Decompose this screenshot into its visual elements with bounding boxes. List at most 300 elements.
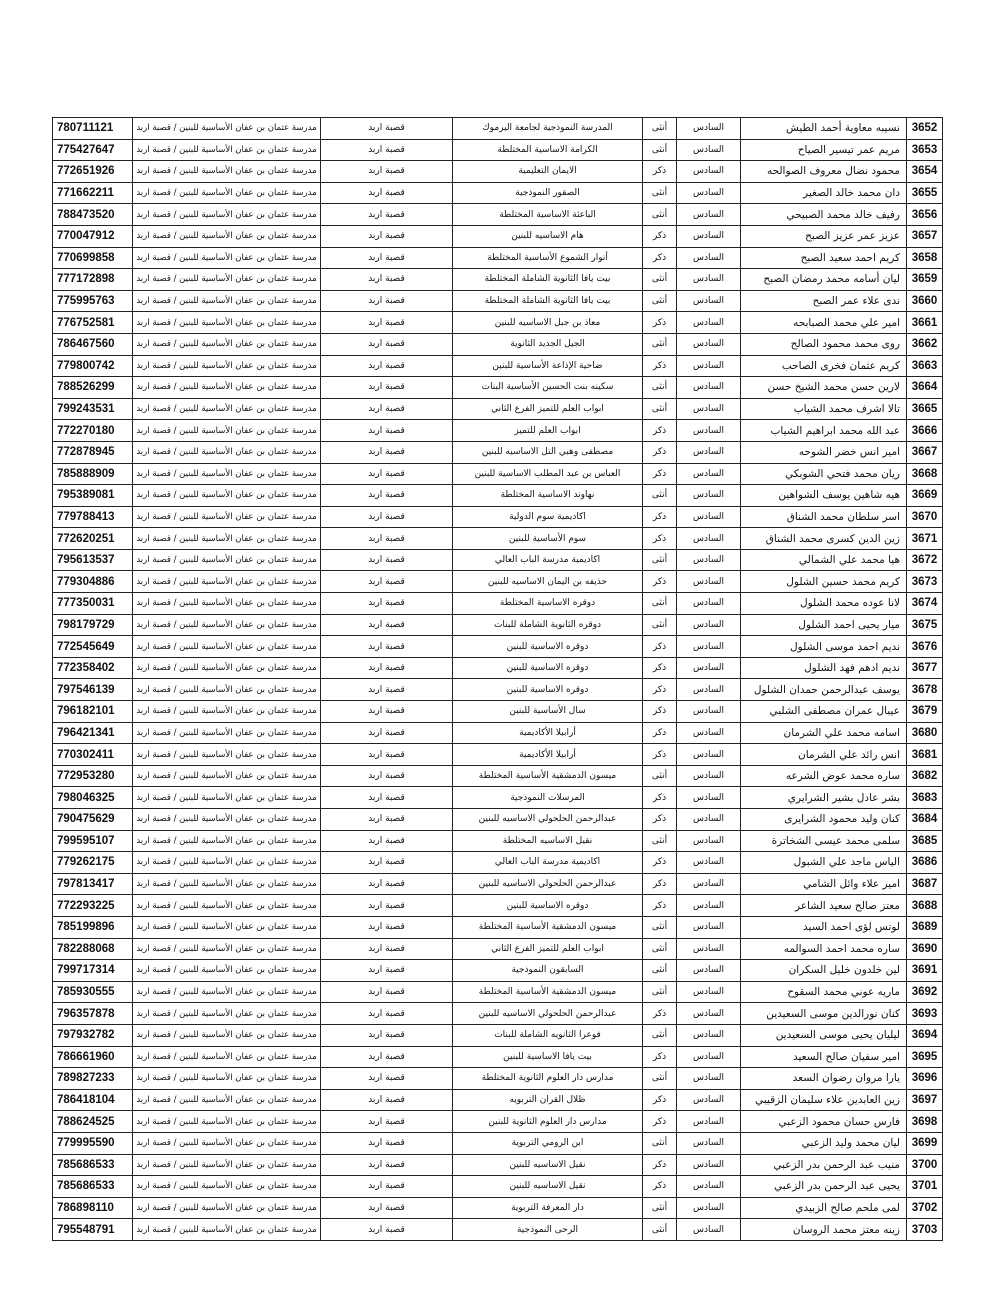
exam-center-cell: مدرسة عثمان بن عفان الأساسية للبنين / قصبة اربد <box>133 139 321 161</box>
gender-cell: أنثى <box>643 549 677 571</box>
phone-cell: 797546139 <box>53 679 133 701</box>
serial-number-cell: 3701 <box>907 1176 943 1198</box>
district-cell: قصبة اربد <box>321 916 453 938</box>
grade-cell: السادس <box>677 809 741 831</box>
phone-cell: 779262175 <box>53 852 133 874</box>
exam-center-cell: مدرسة عثمان بن عفان الأساسية للبنين / قصبة اربد <box>133 377 321 399</box>
grade-cell: السادس <box>677 463 741 485</box>
table-row <box>53 701 943 723</box>
phone-cell: 798046325 <box>53 787 133 809</box>
gender-cell: ذكر <box>643 636 677 658</box>
exam-center-cell: مدرسة عثمان بن عفان الأساسية للبنين / قصبة اربد <box>133 765 321 787</box>
gender-cell: أنثى <box>643 377 677 399</box>
exam-center-cell: مدرسة عثمان بن عفان الأساسية للبنين / قصبة اربد <box>133 290 321 312</box>
grade-cell: السادس <box>677 571 741 593</box>
serial-number-cell: 3677 <box>907 657 943 679</box>
serial-number-cell: 3663 <box>907 355 943 377</box>
table-row <box>53 1176 943 1198</box>
phone-cell: 796421341 <box>53 722 133 744</box>
student-name-cell: ريان محمد فتحي الشوبكي <box>741 463 907 485</box>
student-name-cell: بشر عادل بشير الشرايري <box>741 787 907 809</box>
gender-cell: أنثى <box>643 960 677 982</box>
serial-number-cell: 3685 <box>907 830 943 852</box>
grade-cell: السادس <box>677 549 741 571</box>
grade-cell: السادس <box>677 204 741 226</box>
table-row <box>53 960 943 982</box>
student-name-cell: محمود نضال معروف الصوالحه <box>741 161 907 183</box>
grade-cell: السادس <box>677 441 741 463</box>
table-row <box>53 765 943 787</box>
district-cell: قصبة اربد <box>321 1176 453 1198</box>
exam-center-cell: مدرسة عثمان بن عفان الأساسية للبنين / قصبة اربد <box>133 809 321 831</box>
grade-cell: السادس <box>677 873 741 895</box>
student-name-cell: ليان أسامه محمد رمضان الصبح <box>741 269 907 291</box>
district-cell: قصبة اربد <box>321 182 453 204</box>
grade-cell: السادس <box>677 938 741 960</box>
phone-cell: 772358402 <box>53 657 133 679</box>
exam-center-cell: مدرسة عثمان بن عفان الأساسية للبنين / قصبة اربد <box>133 722 321 744</box>
student-name-cell: يارا مروان رضوان السعد <box>741 1068 907 1090</box>
serial-number-cell: 3657 <box>907 225 943 247</box>
phone-cell: 779788413 <box>53 506 133 528</box>
school-cell: معاذ بن جبل الاساسيه للبنين <box>453 312 643 334</box>
gender-cell: ذكر <box>643 679 677 701</box>
school-cell: دوقره الاساسية المختلطة <box>453 593 643 615</box>
serial-number-cell: 3670 <box>907 506 943 528</box>
student-name-cell: اسامه محمد علي الشرمان <box>741 722 907 744</box>
school-cell: أرابيلا الأكاديمية <box>453 722 643 744</box>
district-cell: قصبة اربد <box>321 873 453 895</box>
serial-number-cell: 3684 <box>907 809 943 831</box>
table-row <box>53 463 943 485</box>
exam-center-cell: مدرسة عثمان بن عفان الأساسية للبنين / قصبة اربد <box>133 485 321 507</box>
gender-cell: أنثى <box>643 765 677 787</box>
student-name-cell: ليان محمد وليد الزعبي <box>741 1132 907 1154</box>
serial-number-cell: 3669 <box>907 485 943 507</box>
student-name-cell: امير سفيان صالح السعيد <box>741 1046 907 1068</box>
gender-cell: أنثى <box>643 1132 677 1154</box>
serial-number-cell: 3671 <box>907 528 943 550</box>
table-row <box>53 571 943 593</box>
phone-cell: 772545649 <box>53 636 133 658</box>
student-name-cell: يوسف عبدالرحمن حمدان الشلول <box>741 679 907 701</box>
serial-number-cell: 3673 <box>907 571 943 593</box>
serial-number-cell: 3653 <box>907 139 943 161</box>
school-cell: نهاوند الاساسية المختلطة <box>453 485 643 507</box>
grade-cell: السادس <box>677 701 741 723</box>
district-cell: قصبة اربد <box>321 355 453 377</box>
district-cell: قصبة اربد <box>321 398 453 420</box>
table-row <box>53 852 943 874</box>
table-row <box>53 744 943 766</box>
table-row <box>53 1003 943 1025</box>
exam-center-cell: مدرسة عثمان بن عفان الأساسية للبنين / قصبة اربد <box>133 1003 321 1025</box>
grade-cell: السادس <box>677 290 741 312</box>
student-name-cell: هيا محمد علي الشمالي <box>741 549 907 571</box>
exam-center-cell: مدرسة عثمان بن عفان الأساسية للبنين / قصبة اربد <box>133 355 321 377</box>
exam-center-cell: مدرسة عثمان بن عفان الأساسية للبنين / قصبة اربد <box>133 1068 321 1090</box>
student-name-cell: ميار يحيى احمد الشلول <box>741 614 907 636</box>
grade-cell: السادس <box>677 225 741 247</box>
gender-cell: ذكر <box>643 506 677 528</box>
student-name-cell: امير علاء وائل الشامي <box>741 873 907 895</box>
exam-center-cell: مدرسة عثمان بن عفان الأساسية للبنين / قصبة اربد <box>133 852 321 874</box>
district-cell: قصبة اربد <box>321 1219 453 1241</box>
gender-cell: ذكر <box>643 225 677 247</box>
gender-cell: ذكر <box>643 441 677 463</box>
district-cell: قصبة اربد <box>321 614 453 636</box>
grade-cell: السادس <box>677 895 741 917</box>
gender-cell: أنثى <box>643 204 677 226</box>
phone-cell: 770047912 <box>53 225 133 247</box>
phone-cell: 788526299 <box>53 377 133 399</box>
school-cell: الباعثة الاساسية المختلطة <box>453 204 643 226</box>
grade-cell: السادس <box>677 398 741 420</box>
school-cell: ابواب العلم للتميز الفرع الثاني <box>453 398 643 420</box>
school-cell: مدارس دار العلوم الثانوية للبنين <box>453 1111 643 1133</box>
school-cell: ابواب العلم للتميز الفرع الثاني <box>453 938 643 960</box>
exam-center-cell: مدرسة عثمان بن عفان الأساسية للبنين / قصبة اربد <box>133 118 321 140</box>
grade-cell: السادس <box>677 916 741 938</box>
student-name-cell: كريم محمد حسين الشلول <box>741 571 907 593</box>
student-name-cell: رفيف خالد محمد الصبيحي <box>741 204 907 226</box>
school-cell: ظلال القران التربويه <box>453 1089 643 1111</box>
grade-cell: السادس <box>677 1219 741 1241</box>
gender-cell: ذكر <box>643 873 677 895</box>
grade-cell: السادس <box>677 182 741 204</box>
grade-cell: السادس <box>677 1154 741 1176</box>
district-cell: قصبة اربد <box>321 549 453 571</box>
school-cell: الصقور النموذجية <box>453 182 643 204</box>
school-cell: ضاحية الإذاعة الأساسية للبنين <box>453 355 643 377</box>
exam-center-cell: مدرسة عثمان بن عفان الأساسية للبنين / قصبة اربد <box>133 1089 321 1111</box>
exam-center-cell: مدرسة عثمان بن عفان الأساسية للبنين / قصبة اربد <box>133 204 321 226</box>
table-row <box>53 873 943 895</box>
phone-cell: 798179729 <box>53 614 133 636</box>
gender-cell: ذكر <box>643 161 677 183</box>
grade-cell: السادس <box>677 377 741 399</box>
phone-cell: 772293225 <box>53 895 133 917</box>
grade-cell: السادس <box>677 118 741 140</box>
district-cell: قصبة اربد <box>321 830 453 852</box>
exam-center-cell: مدرسة عثمان بن عفان الأساسية للبنين / قصبة اربد <box>133 1176 321 1198</box>
student-name-cell: ليليان يحيى موسى السعيدين <box>741 1024 907 1046</box>
serial-number-cell: 3699 <box>907 1132 943 1154</box>
gender-cell: ذكر <box>643 787 677 809</box>
table-row <box>53 1197 943 1219</box>
district-cell: قصبة اربد <box>321 593 453 615</box>
phone-cell: 770302411 <box>53 744 133 766</box>
grade-cell: السادس <box>677 1024 741 1046</box>
serial-number-cell: 3660 <box>907 290 943 312</box>
exam-center-cell: مدرسة عثمان بن عفان الأساسية للبنين / قصبة اربد <box>133 1024 321 1046</box>
student-name-cell: نديم ادهم فهد الشلول <box>741 657 907 679</box>
student-name-cell: امير علي محمد الصبابحه <box>741 312 907 334</box>
grade-cell: السادس <box>677 506 741 528</box>
table-row <box>53 1111 943 1133</box>
gender-cell: ذكر <box>643 1003 677 1025</box>
student-name-cell: لين خلدون خليل السكران <box>741 960 907 982</box>
school-cell: العباس بن عبد المطلب الاساسية للبنين <box>453 463 643 485</box>
district-cell: قصبة اربد <box>321 1046 453 1068</box>
school-cell: الكرامة الاساسية المختلطة <box>453 139 643 161</box>
grade-cell: السادس <box>677 614 741 636</box>
grade-cell: السادس <box>677 161 741 183</box>
district-cell: قصبة اربد <box>321 247 453 269</box>
school-cell: بيت يافا الاساسية للبنين <box>453 1046 643 1068</box>
district-cell: قصبة اربد <box>321 809 453 831</box>
grade-cell: السادس <box>677 981 741 1003</box>
exam-center-cell: مدرسة عثمان بن عفان الأساسية للبنين / قصبة اربد <box>133 787 321 809</box>
phone-cell: 795389081 <box>53 485 133 507</box>
student-name-cell: لانا عوده محمد الشلول <box>741 593 907 615</box>
district-cell: قصبة اربد <box>321 1111 453 1133</box>
table-row <box>53 830 943 852</box>
phone-cell: 785930555 <box>53 981 133 1003</box>
district-cell: قصبة اربد <box>321 1003 453 1025</box>
district-cell: قصبة اربد <box>321 657 453 679</box>
school-cell: بيت يافا الثانوية الشاملة المختلطة <box>453 290 643 312</box>
exam-center-cell: مدرسة عثمان بن عفان الأساسية للبنين / قصبة اربد <box>133 571 321 593</box>
gender-cell: ذكر <box>643 657 677 679</box>
phone-cell: 795613537 <box>53 549 133 571</box>
school-cell: نقيل الاساسيه المختلطة <box>453 830 643 852</box>
student-name-cell: هيه شاهين يوسف الشواهين <box>741 485 907 507</box>
school-cell: سكينه بنت الحسين الأساسية البنات <box>453 377 643 399</box>
gender-cell: أنثى <box>643 269 677 291</box>
phone-cell: 789827233 <box>53 1068 133 1090</box>
phone-cell: 788473520 <box>53 204 133 226</box>
exam-center-cell: مدرسة عثمان بن عفان الأساسية للبنين / قصبة اربد <box>133 614 321 636</box>
phone-cell: 775995763 <box>53 290 133 312</box>
phone-cell: 785686533 <box>53 1154 133 1176</box>
grade-cell: السادس <box>677 247 741 269</box>
district-cell: قصبة اربد <box>321 1197 453 1219</box>
grade-cell: السادس <box>677 1176 741 1198</box>
gender-cell: ذكر <box>643 528 677 550</box>
serial-number-cell: 3664 <box>907 377 943 399</box>
school-cell: المدرسة النموذجية لجامعة اليرموك <box>453 118 643 140</box>
grade-cell: السادس <box>677 787 741 809</box>
phone-cell: 782288068 <box>53 938 133 960</box>
gender-cell: أنثى <box>643 981 677 1003</box>
student-name-cell: عيبال عمران مصطفى الشلبي <box>741 701 907 723</box>
gender-cell: ذكر <box>643 571 677 593</box>
phone-cell: 796182101 <box>53 701 133 723</box>
district-cell: قصبة اربد <box>321 571 453 593</box>
serial-number-cell: 3698 <box>907 1111 943 1133</box>
phone-cell: 799717314 <box>53 960 133 982</box>
exam-center-cell: مدرسة عثمان بن عفان الأساسية للبنين / قصبة اربد <box>133 938 321 960</box>
grade-cell: السادس <box>677 485 741 507</box>
exam-center-cell: مدرسة عثمان بن عفان الأساسية للبنين / قصبة اربد <box>133 225 321 247</box>
table-row <box>53 420 943 442</box>
student-name-cell: فارس حسان محمود الزعبي <box>741 1111 907 1133</box>
table-row <box>53 204 943 226</box>
phone-cell: 795548791 <box>53 1219 133 1241</box>
gender-cell: أنثى <box>643 398 677 420</box>
exam-center-cell: مدرسة عثمان بن عفان الأساسية للبنين / قصبة اربد <box>133 420 321 442</box>
table-row <box>53 161 943 183</box>
table-row <box>53 377 943 399</box>
table-row <box>53 1068 943 1090</box>
grade-cell: السادس <box>677 679 741 701</box>
serial-number-cell: 3652 <box>907 118 943 140</box>
gender-cell: أنثى <box>643 1024 677 1046</box>
serial-number-cell: 3680 <box>907 722 943 744</box>
grade-cell: السادس <box>677 269 741 291</box>
exam-center-cell: مدرسة عثمان بن عفان الأساسية للبنين / قصبة اربد <box>133 916 321 938</box>
phone-cell: 799243531 <box>53 398 133 420</box>
student-name-cell: لوتس لؤى احمد السيد <box>741 916 907 938</box>
student-name-cell: سلمى محمد عيسى الشخاترة <box>741 830 907 852</box>
table-row <box>53 441 943 463</box>
grade-cell: السادس <box>677 420 741 442</box>
exam-center-cell: مدرسة عثمان بن عفان الأساسية للبنين / قصبة اربد <box>133 1219 321 1241</box>
gender-cell: أنثى <box>643 118 677 140</box>
serial-number-cell: 3661 <box>907 312 943 334</box>
serial-number-cell: 3667 <box>907 441 943 463</box>
student-name-cell: زين الدين كسرى محمد الشناق <box>741 528 907 550</box>
phone-cell: 771662211 <box>53 182 133 204</box>
serial-number-cell: 3665 <box>907 398 943 420</box>
grade-cell: السادس <box>677 830 741 852</box>
phone-cell: 785888909 <box>53 463 133 485</box>
phone-cell: 786661960 <box>53 1046 133 1068</box>
district-cell: قصبة اربد <box>321 938 453 960</box>
district-cell: قصبة اربد <box>321 333 453 355</box>
student-name-cell: انس رائد علي الشرمان <box>741 744 907 766</box>
gender-cell: ذكر <box>643 420 677 442</box>
table-row <box>53 485 943 507</box>
student-name-cell: كريم احمد سعيد الصبح <box>741 247 907 269</box>
student-name-cell: معتز صالح سعيد الشاعر <box>741 895 907 917</box>
school-cell: ميسون الدمشقية الأساسية المختلطة <box>453 981 643 1003</box>
district-cell: قصبة اربد <box>321 1089 453 1111</box>
grade-cell: السادس <box>677 960 741 982</box>
phone-cell: 772620251 <box>53 528 133 550</box>
student-name-cell: عزيز عمر عزيز الصبح <box>741 225 907 247</box>
exam-center-cell: مدرسة عثمان بن عفان الأساسية للبنين / قصبة اربد <box>133 506 321 528</box>
gender-cell: أنثى <box>643 593 677 615</box>
serial-number-cell: 3675 <box>907 614 943 636</box>
gender-cell: أنثى <box>643 333 677 355</box>
grade-cell: السادس <box>677 1046 741 1068</box>
district-cell: قصبة اربد <box>321 528 453 550</box>
table-row <box>53 139 943 161</box>
grade-cell: السادس <box>677 593 741 615</box>
phone-cell: 776752581 <box>53 312 133 334</box>
serial-number-cell: 3679 <box>907 701 943 723</box>
student-name-cell: تالا اشرف محمد الشياب <box>741 398 907 420</box>
student-name-cell: اسر سلطان محمد الشناق <box>741 506 907 528</box>
gender-cell: أنثى <box>643 139 677 161</box>
phone-cell: 790475629 <box>53 809 133 831</box>
district-cell: قصبة اربد <box>321 1154 453 1176</box>
exam-center-cell: مدرسة عثمان بن عفان الأساسية للبنين / قصبة اربد <box>133 549 321 571</box>
student-name-cell: دان محمد خالد الصغير <box>741 182 907 204</box>
district-cell: قصبة اربد <box>321 701 453 723</box>
table-row <box>53 981 943 1003</box>
student-name-cell: عبد الله محمد ابراهيم الشياب <box>741 420 907 442</box>
table-row <box>53 1132 943 1154</box>
gender-cell: ذكر <box>643 312 677 334</box>
exam-center-cell: مدرسة عثمان بن عفان الأساسية للبنين / قصبة اربد <box>133 960 321 982</box>
exam-center-cell: مدرسة عثمان بن عفان الأساسية للبنين / قصبة اربد <box>133 657 321 679</box>
school-cell: ابواب العلم للتميز <box>453 420 643 442</box>
phone-cell: 786418104 <box>53 1089 133 1111</box>
school-cell: المرسلات النموذجية <box>453 787 643 809</box>
district-cell: قصبة اربد <box>321 765 453 787</box>
school-cell: فوعرا الثانويه الشاملة للبنات <box>453 1024 643 1046</box>
grade-cell: السادس <box>677 765 741 787</box>
school-cell: نقيل الاساسيه للبنين <box>453 1154 643 1176</box>
district-cell: قصبة اربد <box>321 463 453 485</box>
school-cell: اكاديمية مدرسة الباب العالي <box>453 549 643 571</box>
district-cell: قصبة اربد <box>321 161 453 183</box>
serial-number-cell: 3668 <box>907 463 943 485</box>
student-name-cell: لارين حسن محمد الشيخ حسن <box>741 377 907 399</box>
serial-number-cell: 3695 <box>907 1046 943 1068</box>
school-cell: عبدالرحمن الحلحولي الاساسيه للبنين <box>453 1003 643 1025</box>
table-row <box>53 614 943 636</box>
school-cell: دار المعرفة التربوية <box>453 1197 643 1219</box>
table-row <box>53 787 943 809</box>
serial-number-cell: 3678 <box>907 679 943 701</box>
district-cell: قصبة اربد <box>321 960 453 982</box>
serial-number-cell: 3656 <box>907 204 943 226</box>
table-row <box>53 549 943 571</box>
gender-cell: ذكر <box>643 247 677 269</box>
table-row <box>53 636 943 658</box>
table-row <box>53 593 943 615</box>
phone-cell: 788624525 <box>53 1111 133 1133</box>
phone-cell: 779800742 <box>53 355 133 377</box>
grade-cell: السادس <box>677 1111 741 1133</box>
school-cell: أرابيلا الأكاديمية <box>453 744 643 766</box>
exam-center-cell: مدرسة عثمان بن عفان الأساسية للبنين / قصبة اربد <box>133 398 321 420</box>
school-cell: دوقره الاساسية للبنين <box>453 657 643 679</box>
serial-number-cell: 3700 <box>907 1154 943 1176</box>
table-row <box>53 398 943 420</box>
phone-cell: 779304886 <box>53 571 133 593</box>
gender-cell: أنثى <box>643 614 677 636</box>
serial-number-cell: 3688 <box>907 895 943 917</box>
serial-number-cell: 3676 <box>907 636 943 658</box>
exam-center-cell: مدرسة عثمان بن عفان الأساسية للبنين / قصبة اربد <box>133 312 321 334</box>
school-cell: ميسون الدمشقية الأساسية المختلطة <box>453 916 643 938</box>
school-cell: دوقره الاساسية للبنين <box>453 679 643 701</box>
district-cell: قصبة اربد <box>321 636 453 658</box>
gender-cell: أنثى <box>643 916 677 938</box>
table-row <box>53 528 943 550</box>
gender-cell: أنثى <box>643 485 677 507</box>
serial-number-cell: 3689 <box>907 916 943 938</box>
student-name-cell: نديم احمد موسى الشلول <box>741 636 907 658</box>
exam-center-cell: مدرسة عثمان بن عفان الأساسية للبنين / قصبة اربد <box>133 333 321 355</box>
table-row <box>53 290 943 312</box>
table-row <box>53 506 943 528</box>
district-cell: قصبة اربد <box>321 722 453 744</box>
gender-cell: أنثى <box>643 1068 677 1090</box>
district-cell: قصبة اربد <box>321 787 453 809</box>
gender-cell: أنثى <box>643 290 677 312</box>
gender-cell: أنثى <box>643 830 677 852</box>
school-cell: السابقون النموذجية <box>453 960 643 982</box>
serial-number-cell: 3687 <box>907 873 943 895</box>
serial-number-cell: 3672 <box>907 549 943 571</box>
grade-cell: السادس <box>677 722 741 744</box>
